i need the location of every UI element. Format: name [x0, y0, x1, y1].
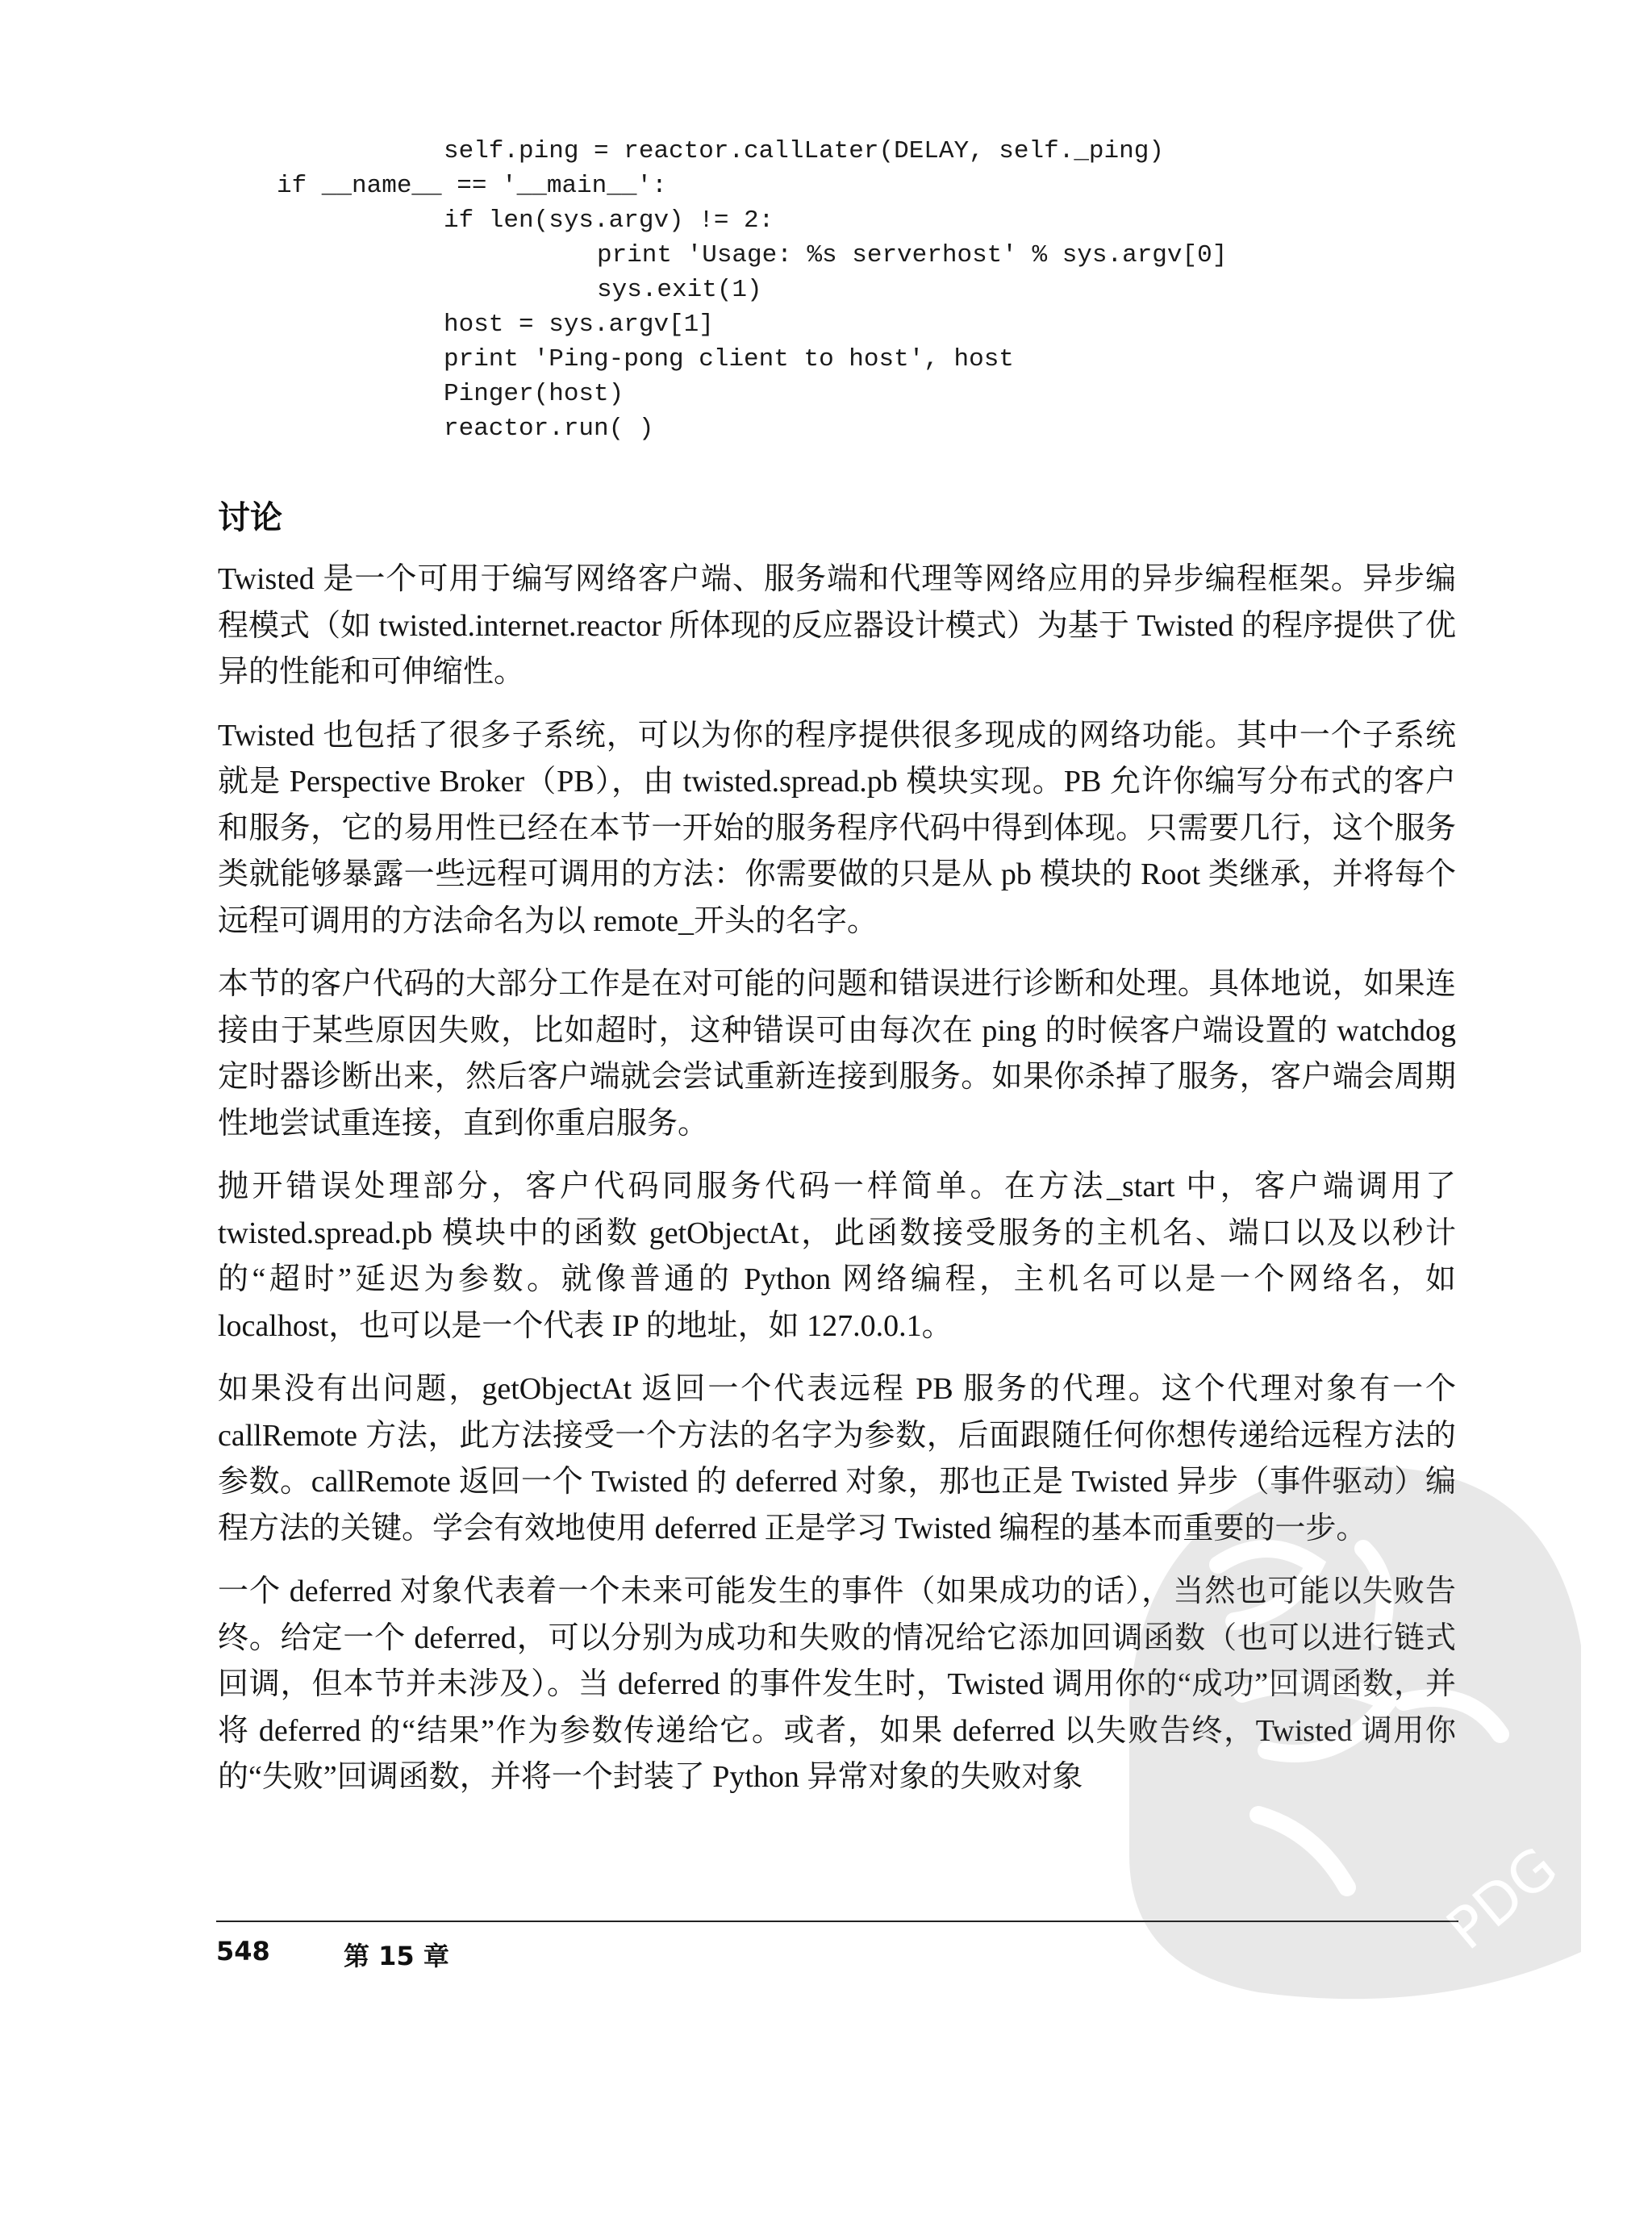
paragraph-3: 本节的客户代码的大部分工作是在对可能的问题和错误进行诊断和处理。具体地说，如果连接由于某些原因失败，比如超时，这种错误可由每次在 ping 的时候客户端设置的 watchdog 定时器诊断出来，然后客户端就会尝试重新连接到服务。如果你杀掉了服务，客户端会周期性地尝试重连接，直到你重启服务。 [218, 967, 1456, 1141]
code-line: sys.exit(1) [597, 276, 762, 304]
code-line: if __name__ == '__main__': [277, 172, 667, 200]
page-number: 548 [216, 1936, 270, 1966]
body-text [218, 557, 1456, 1818]
paragraph-5: 如果没有出问题，getObjectAt 返回一个代表远程 PB 服务的代理。这个代理对象有一个 callRemote 方法，此方法接受一个方法的名字为参数，后面跟随任何你想传递给远程方法的参数。callRemote 返回一个 Twisted 的 deferred 对象，那也正是 Twisted 异步（事件驱动）编程方法的关键。学会有效地使用 deferred 正是学习 Twisted 编程的基本而重要的一步。 [218, 1372, 1456, 1545]
section-heading: 讨论 [218, 499, 282, 536]
watermark-text: PDG [1434, 1833, 1571, 1963]
paragraph-1: Twisted 是一个可用于编写网络客户端、服务端和代理等网络应用的异步编程框架。异步编程模式（如 twisted.internet.reactor 所体现的反应器设计模式）为基于 Twisted 的程序提供了优异的性能和可伸缩性。 [218, 562, 1456, 689]
code-block [0, 134, 1227, 446]
code-line: Pinger(host) [444, 380, 624, 408]
footer-rule [216, 1921, 1458, 1922]
code-line: reactor.run( ) [444, 415, 654, 443]
code-line: host = sys.argv[1] [444, 311, 714, 339]
code-line: self.ping = reactor.callLater(DELAY, self._ping) [444, 137, 1164, 165]
paragraph-2: Twisted 也包括了很多子系统，可以为你的程序提供很多现成的网络功能。其中一个子系统就是 Perspective Broker（PB），由 twisted.spread.pb 模块实现。PB 允许你编写分布式的客户和服务，它的易用性已经在本节一开始的服务程序代码中得到体现。只需要几行，这个服务类就能够暴露一些远程可调用的方法：你需要做的只是从 pb 模块的 Root 类继承，并将每个远程可调用的方法命名为以 remote_开头的名字。 [218, 718, 1456, 938]
chapter-label: 第 15 章 [344, 1941, 449, 1971]
paragraph-6: 一个 deferred 对象代表着一个未来可能发生的事件（如果成功的话），当然也可能以失败告终。给定一个 deferred，可以分别为成功和失败的情况给它添加回调函数（也可以进行链式回调，但本节并未涉及）。当 deferred 的事件发生时，Twisted 调用你的“成功”回调函数，并将 deferred 的“结果”作为参数传递给它。或者，如果 deferred 以失败告终，Twisted 调用你的“失败”回调函数，并将一个封装了 Python 异常对象的失败对象 [218, 1574, 1456, 1794]
code-line: if len(sys.argv) != 2: [444, 206, 774, 235]
code-line: print 'Usage: %s serverhost' % sys.argv[0] [597, 241, 1228, 269]
code-line: print 'Ping-pong client to host', host [444, 345, 1014, 373]
paragraph-4: 抛开错误处理部分，客户代码同服务代码一样简单。在方法_start 中，客户端调用了 twisted.spread.pb 模块中的函数 getObjectAt，此函数接受服务的主机名、端口以及以秒计的“超时”延迟为参数。就像普通的 Python 网络编程，主机名可以是一个网络名，如 localhost，也可以是一个代表 IP 的地址，如 127.0.0.1。 [218, 1170, 1456, 1343]
